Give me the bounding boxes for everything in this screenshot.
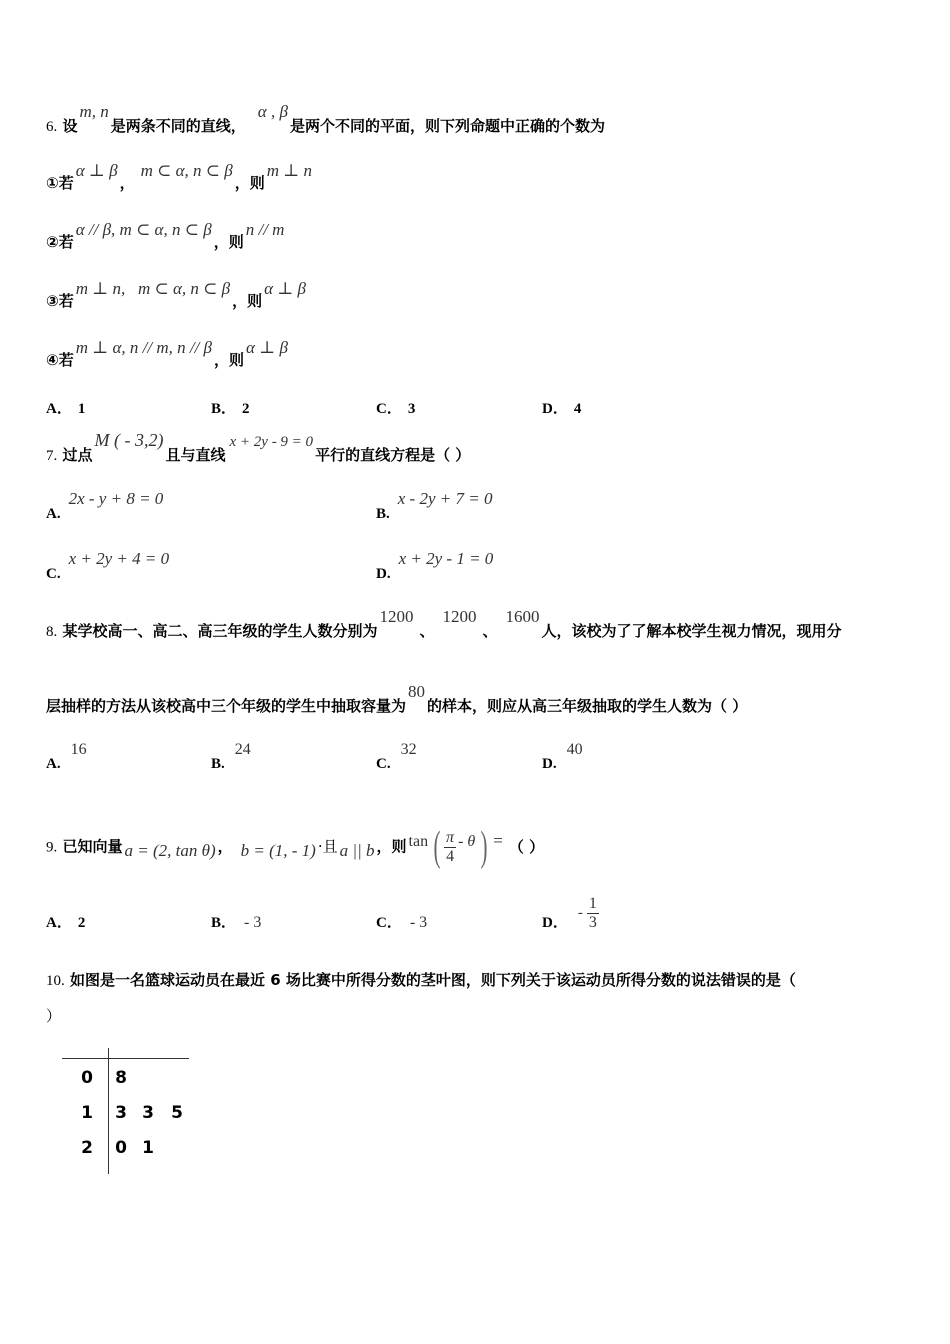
option-label: D. <box>376 566 391 582</box>
option-label: B． <box>211 915 237 931</box>
q9-option-b[interactable] <box>211 911 261 932</box>
stem-text: 过点 <box>62 446 93 464</box>
stem-text: 平行的直线方程是（ ） <box>315 446 471 464</box>
number-value: 1600 <box>505 607 540 626</box>
option-value: x + 2y + 4 = 0 <box>68 549 170 568</box>
option-value: 2 <box>242 401 250 417</box>
option-value: 40 <box>566 741 583 758</box>
answer-blank: （ ） <box>508 837 545 856</box>
q6-option-d[interactable] <box>542 397 581 418</box>
q7-option-d[interactable] <box>376 549 494 583</box>
negative-sign: - <box>577 905 583 921</box>
q7-option-b[interactable] <box>376 489 493 523</box>
fraction-pi-over-4 <box>444 829 456 866</box>
option-label: D． <box>542 915 568 931</box>
stem-text: 、 <box>419 622 435 640</box>
math-expression: M ( - 3,2) <box>94 430 164 450</box>
option-label: B． <box>211 401 237 417</box>
proposition-3 <box>46 279 308 311</box>
q9-option-c[interactable] <box>376 911 427 932</box>
proposition-label: ③若 <box>46 292 74 310</box>
option-value: 2 <box>77 915 86 931</box>
option-label: A． <box>46 401 72 417</box>
option-label: A． <box>46 915 72 931</box>
proposition-label: ②若 <box>46 233 74 251</box>
stem-text: 层抽样的方法从该校高中三个年级的学生中抽取容量为 <box>46 697 407 715</box>
option-label: D. <box>542 756 557 772</box>
option-value: x - 2y + 7 = 0 <box>397 489 493 508</box>
proposition-4 <box>46 338 290 370</box>
vector-a-expression: a = (2, tan θ) <box>124 840 216 860</box>
stem-text: ·且 <box>317 837 338 856</box>
question-number: 8. <box>46 624 58 640</box>
q8-option-c[interactable] <box>376 741 417 773</box>
math-expression: α ⊥ β <box>75 161 118 180</box>
option-value: 16 <box>70 741 87 758</box>
stem-leaf-plot <box>62 1048 192 1176</box>
left-paren: ( <box>433 824 441 870</box>
vector-b-expression: b = (1, - 1) <box>240 840 316 860</box>
q6-option-b[interactable] <box>211 397 250 418</box>
question-number: 7. <box>46 448 58 464</box>
proposition-1 <box>46 161 314 193</box>
plot-horizontal-line <box>62 1058 189 1059</box>
fraction-denominator: 3 <box>588 914 597 931</box>
option-label: B. <box>211 756 225 772</box>
question-10-stem-line1 <box>46 970 796 991</box>
stem-text: 且与直线 <box>165 446 226 464</box>
math-expression: n // m <box>245 220 285 239</box>
option-value: x + 2y - 1 = 0 <box>398 549 494 568</box>
fraction-numerator: π <box>446 828 455 846</box>
question-10-stem-line2 <box>46 1006 61 1026</box>
q7-option-a[interactable] <box>46 489 164 523</box>
leaf-value: 0 <box>115 1138 127 1158</box>
option-label: C． <box>376 915 402 931</box>
math-expression: m ⊥ n, m ⊂ α, n ⊂ β <box>75 279 231 298</box>
leaf-value: 8 <box>115 1068 127 1088</box>
question-number: 9. <box>46 839 58 856</box>
stem-text: ， <box>119 174 135 192</box>
question-number: 6. <box>46 119 58 135</box>
q8-option-a[interactable] <box>46 741 87 773</box>
stem-text: 设 <box>62 117 78 135</box>
proposition-label: ④若 <box>46 351 74 369</box>
question-9-stem <box>46 826 544 868</box>
stem-text: 某学校高一、高二、高三年级的学生人数分别为 <box>62 622 378 640</box>
stem-text: ，则 <box>234 174 265 192</box>
math-expression: - θ <box>458 832 476 850</box>
math-expression: α ⊥ β <box>264 279 307 298</box>
stem-text: 、 <box>482 622 498 640</box>
stem-text: ，则 <box>213 233 244 251</box>
question-8-stem-line2 <box>46 682 748 716</box>
plot-vertical-line <box>108 1048 109 1174</box>
stem-text: 的样本，则应从高三年级抽取的学生人数为（ ） <box>427 697 748 715</box>
q6-option-c[interactable] <box>376 397 415 418</box>
math-expression: α ⊥ β <box>246 338 288 357</box>
math-expression: m ⊂ α, n ⊂ β <box>140 161 233 180</box>
equals-sign: = <box>493 830 503 850</box>
math-expression: m, n <box>79 102 109 121</box>
fraction-denominator: 4 <box>446 847 455 865</box>
stem-text: ，则 <box>376 837 407 856</box>
math-expression: m ⊥ α, n // m, n // β <box>75 338 213 357</box>
leaf-value: 5 <box>171 1103 183 1123</box>
fraction-numerator: 1 <box>588 895 597 912</box>
option-label: C. <box>376 756 391 772</box>
question-7-stem <box>46 430 471 466</box>
math-expression: x + 2y - 9 = 0 <box>229 434 314 450</box>
option-value: 4 <box>573 401 582 417</box>
question-8-stem-line1 <box>46 607 842 642</box>
number-value: 1200 <box>442 607 477 626</box>
leaf-value: 1 <box>142 1138 154 1158</box>
stem-text: 如图是一名篮球运动员在最近 6 场比赛中所得分数的茎叶图，则下列关于该运动员所得分数的说法错误的是（ <box>69 971 796 989</box>
stem-value: 1 <box>81 1103 93 1123</box>
stem-text: ） <box>46 1007 62 1025</box>
option-value: 32 <box>400 741 417 758</box>
stem-text: 是两个不同的平面，则下列命题中正确的个数为 <box>289 117 605 135</box>
number-value: 1200 <box>379 607 414 626</box>
option-label: A. <box>46 506 61 522</box>
stem-value: 0 <box>81 1068 93 1088</box>
math-expression: m ⊥ n <box>266 161 313 180</box>
stem-text: ，则 <box>232 292 263 310</box>
stem-text: ，则 <box>214 351 245 369</box>
proposition-2 <box>46 220 286 252</box>
option-label: B. <box>376 506 390 522</box>
fraction-one-third <box>587 895 599 932</box>
option-value: 1 <box>77 401 86 417</box>
option-value: 3 <box>407 401 416 417</box>
stem-text: 是两条不同的直线， <box>110 117 246 135</box>
math-expression: α , β <box>257 102 288 121</box>
q6-option-a[interactable] <box>46 397 85 418</box>
q9-option-a[interactable] <box>46 911 85 932</box>
math-expression: α // β, m ⊂ α, n ⊂ β <box>75 220 212 239</box>
leaf-value: 3 <box>142 1103 154 1123</box>
option-label: C． <box>376 401 402 417</box>
q8-option-d[interactable] <box>542 741 583 773</box>
option-label: A. <box>46 756 61 772</box>
stem-value: 2 <box>81 1138 93 1158</box>
option-label: C. <box>46 566 61 582</box>
q9-option-d[interactable] <box>542 885 599 932</box>
right-paren: ) <box>480 824 488 870</box>
q7-option-c[interactable] <box>46 549 170 583</box>
parallel-condition: a || b <box>339 840 375 860</box>
option-value: - 3 <box>244 914 262 931</box>
option-label: D． <box>542 401 568 417</box>
stem-text: 已知向量 <box>62 837 123 856</box>
leaf-value: 3 <box>115 1103 127 1123</box>
number-value: 80 <box>408 682 426 701</box>
question-number: 10. <box>46 973 65 989</box>
stem-text: 人，该校为了了解本校学生视力情况，现用分 <box>541 622 842 640</box>
question-6-stem <box>46 102 605 137</box>
q8-option-b[interactable] <box>211 741 251 773</box>
option-value: 24 <box>234 741 251 758</box>
stem-text: ， <box>217 837 233 856</box>
tan-function: tan <box>408 832 429 850</box>
option-value: 2x - y + 8 = 0 <box>68 489 164 508</box>
proposition-label: ①若 <box>46 174 74 192</box>
option-value: - 3 <box>409 914 428 931</box>
